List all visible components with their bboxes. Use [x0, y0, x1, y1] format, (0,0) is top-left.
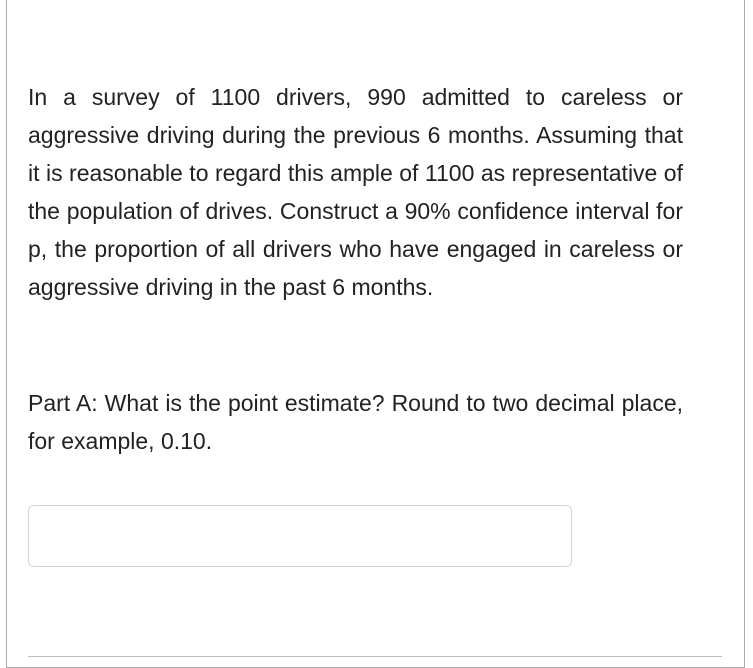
- divider: [28, 656, 722, 657]
- part-a-prompt: Part A: What is the point estimate? Round to two decimal place, for example, 0.10.: [28, 390, 683, 454]
- answer-input[interactable]: [28, 505, 572, 567]
- question-stem: In a survey of 1100 drivers, 990 admitted to careless or aggressive driving during the previous 6 months. Assuming that it is reasonable to regard this ample of 1100 as representative of the population of drives. Construct a 90% confidence interval for p, the proportion of all drivers who have engaged in careless or aggressive driving in the past 6 months.: [28, 84, 683, 300]
